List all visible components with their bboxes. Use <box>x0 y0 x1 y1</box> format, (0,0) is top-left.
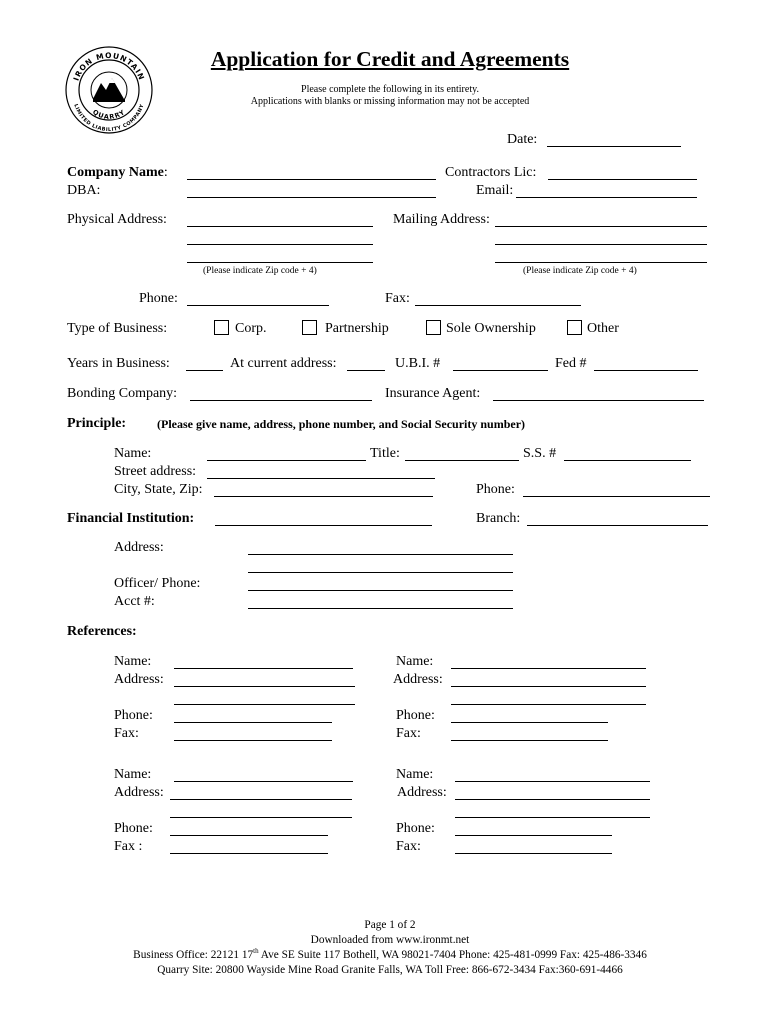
ref1-name-field[interactable] <box>174 668 353 669</box>
acct-field[interactable] <box>248 608 513 609</box>
financial-address-field-2[interactable] <box>248 572 513 573</box>
ref3-address-label: Address: <box>114 785 164 800</box>
principle-title-field[interactable] <box>405 460 519 461</box>
principle-ss-field[interactable] <box>564 460 691 461</box>
ref1-address-field-1[interactable] <box>174 686 355 687</box>
fed-label: Fed # <box>555 356 587 371</box>
bonding-company-field[interactable] <box>190 400 372 401</box>
ref3-name-label: Name: <box>114 767 152 782</box>
mailing-address-field-2[interactable] <box>495 244 707 245</box>
physical-address-label: Physical Address: <box>67 212 167 227</box>
principle-name-label: Name: <box>114 446 152 461</box>
principle-city-field[interactable] <box>214 496 433 497</box>
financial-address-label: Address: <box>114 540 164 555</box>
ref2-name-field[interactable] <box>451 668 646 669</box>
ref4-name-label: Name: <box>396 767 434 782</box>
fax-field[interactable] <box>415 305 581 306</box>
officer-phone-field[interactable] <box>248 590 513 591</box>
insurance-agent-label: Insurance Agent: <box>385 386 481 401</box>
physical-address-field-2[interactable] <box>187 244 373 245</box>
quarry-site-line: Quarry Site: 20800 Wayside Mine Road Granite Falls, WA Toll Free: 866-672-3434 Fax:360-691-4466 <box>157 964 623 976</box>
ref4-address-field-1[interactable] <box>455 799 650 800</box>
dba-label: DBA: <box>67 183 101 198</box>
years-in-business-field[interactable] <box>186 370 223 371</box>
business-type-label: Type of Business: <box>67 321 168 336</box>
company-name-label: Company Name: <box>67 165 168 180</box>
ref3-phone-field[interactable] <box>170 835 328 836</box>
ref2-address-label: Address: <box>393 672 443 687</box>
svg-text:QUARRY <box>91 108 127 121</box>
corp-checkbox[interactable] <box>214 320 229 335</box>
ref4-address-field-2[interactable] <box>455 817 650 818</box>
zip-note-physical: (Please indicate Zip code + 4) <box>203 266 317 276</box>
ref3-fax-field[interactable] <box>170 853 328 854</box>
ref2-address-field-1[interactable] <box>451 686 646 687</box>
ref2-address-field-2[interactable] <box>451 704 646 705</box>
subtitle-blanks: Applications with blanks or missing information may not be accepted <box>250 96 530 107</box>
physical-address-field-3[interactable] <box>187 262 373 263</box>
ref2-fax-label: Fax: <box>396 726 421 741</box>
phone-field[interactable] <box>187 305 329 306</box>
ref1-phone-label: Phone: <box>114 708 153 723</box>
physical-address-field-1[interactable] <box>187 226 373 227</box>
logo-bottom-text: LIMITED LIABILITY COMPANY <box>72 103 146 134</box>
principle-street-label: Street address: <box>114 464 197 479</box>
other-option-label: Other <box>587 321 619 336</box>
ref4-address-label: Address: <box>397 785 447 800</box>
mailing-address-field-1[interactable] <box>495 226 707 227</box>
ref4-fax-field[interactable] <box>455 853 612 854</box>
ref1-address-field-2[interactable] <box>174 704 355 705</box>
insurance-agent-field[interactable] <box>493 400 704 401</box>
ubi-label: U.B.I. # <box>395 356 441 371</box>
financial-institution-heading: Financial Institution: <box>67 511 195 526</box>
date-field[interactable] <box>547 146 681 147</box>
mailing-address-field-3[interactable] <box>495 262 707 263</box>
other-checkbox[interactable] <box>567 320 582 335</box>
financial-address-field-1[interactable] <box>248 554 513 555</box>
ref4-phone-field[interactable] <box>455 835 612 836</box>
references-heading: References: <box>67 624 137 639</box>
officer-phone-label: Officer/ Phone: <box>114 576 201 591</box>
current-address-years-field[interactable] <box>347 370 385 371</box>
email-label: Email: <box>476 183 514 198</box>
ref2-fax-field[interactable] <box>451 740 608 741</box>
principle-street-field[interactable] <box>207 478 435 479</box>
principle-note: (Please give name, address, phone number, and Social Security number) <box>157 417 526 431</box>
ref1-phone-field[interactable] <box>174 722 332 723</box>
contractors-lic-label: Contractors Lic: <box>445 165 537 180</box>
ubi-field[interactable] <box>453 370 548 371</box>
acct-label: Acct #: <box>114 594 155 609</box>
ref4-name-field[interactable] <box>455 781 650 782</box>
date-label: Date: <box>507 132 538 147</box>
company-name-field[interactable] <box>187 179 436 180</box>
ref2-phone-field[interactable] <box>451 722 608 723</box>
ref3-address-field-2[interactable] <box>170 817 352 818</box>
business-office-line: Business Office: 22121 17th Ave SE Suite 117 Bothell, WA 98021-7404 Phone: 425-481-0999 Fax: 425-486-3346 <box>133 947 647 961</box>
page-number: Page 1 of 2 <box>364 919 416 931</box>
branch-field[interactable] <box>527 525 708 526</box>
ref3-phone-label: Phone: <box>114 821 153 836</box>
downloaded-from: Downloaded from www.ironmt.net <box>310 934 470 946</box>
branch-label: Branch: <box>476 511 521 526</box>
corp-option-label: Corp. <box>235 321 267 336</box>
ref3-address-field-1[interactable] <box>170 799 352 800</box>
page-title: Application for Credit and Agreements <box>210 47 570 71</box>
financial-institution-field[interactable] <box>215 525 432 526</box>
principle-phone-label: Phone: <box>476 482 515 497</box>
contractors-lic-field[interactable] <box>548 179 697 180</box>
current-address-label: At current address: <box>230 356 337 371</box>
partnership-checkbox[interactable] <box>302 320 317 335</box>
logo-top-text: IRON MOUNTAIN <box>71 50 147 82</box>
ref2-name-label: Name: <box>396 654 434 669</box>
ref3-name-field[interactable] <box>174 781 353 782</box>
sole-ownership-checkbox[interactable] <box>426 320 441 335</box>
ref4-fax-label: Fax: <box>396 839 421 854</box>
principle-city-label: City, State, Zip: <box>114 482 203 497</box>
phone-label: Phone: <box>139 291 178 306</box>
ref3-fax-label: Fax : <box>114 839 143 854</box>
ref2-phone-label: Phone: <box>396 708 435 723</box>
subtitle-complete: Please complete the following in its entirety. <box>301 84 479 95</box>
ref1-address-label: Address: <box>114 672 164 687</box>
email-field[interactable] <box>516 197 697 198</box>
ref1-fax-label: Fax: <box>114 726 139 741</box>
principle-title-label: Title: <box>370 446 400 461</box>
ref1-name-label: Name: <box>114 654 152 669</box>
principle-phone-field[interactable] <box>523 496 710 497</box>
partnership-option-label: Partnership <box>325 321 389 336</box>
sole-ownership-option-label: Sole Ownership <box>446 321 536 336</box>
principle-name-field[interactable] <box>207 460 366 461</box>
zip-note-mailing: (Please indicate Zip code + 4) <box>523 266 637 276</box>
ref1-fax-field[interactable] <box>174 740 332 741</box>
ref4-phone-label: Phone: <box>396 821 435 836</box>
years-in-business-label: Years in Business: <box>67 356 170 371</box>
dba-field[interactable] <box>187 197 436 198</box>
fax-label: Fax: <box>385 291 410 306</box>
fed-field[interactable] <box>594 370 698 371</box>
principle-ss-label: S.S. # <box>523 446 557 461</box>
mailing-address-label: Mailing Address: <box>393 212 490 227</box>
bonding-company-label: Bonding Company: <box>67 386 178 401</box>
logo-middle-text: QUARRY <box>91 107 127 122</box>
principle-heading: Principle: <box>67 416 127 431</box>
